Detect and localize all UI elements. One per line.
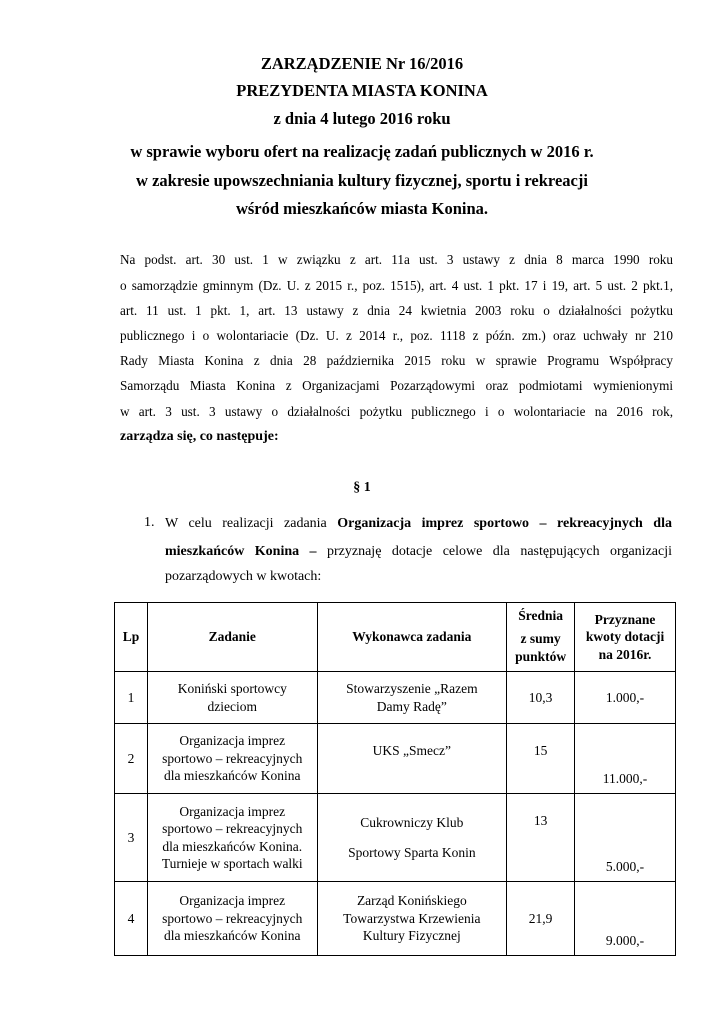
item-number: 1. [144, 515, 155, 530]
item-line-1 [165, 514, 672, 534]
cell-kwota: 1.000,- [575, 672, 676, 724]
cell-line: Towarzystwa Krzewienia [343, 910, 481, 926]
preamble-line: Samorządu Miasta Konina z Organizacjami Pozarządowymi oraz podmiotami wymienionymi [120, 378, 673, 393]
header-srednia-line: Średnia [518, 607, 563, 623]
table-row [115, 794, 676, 882]
header-srednia-line: z sumy punktów [515, 631, 567, 664]
cell-line: Organizacja imprez [179, 893, 286, 909]
cell-line: Cukrowniczy Klub [360, 815, 464, 830]
header-kwota-line: Przyznane [594, 611, 656, 627]
cell-line: sportowo – rekreacyjnych [162, 750, 303, 766]
cell-line: Koniński sportowcy [177, 681, 287, 696]
cell-zadanie [147, 882, 317, 956]
preamble-line: Na podst. art. 30 ust. 1 w związku z art. 11a ust. 3 ustawy z dnia 8 marca 1990 roku [120, 252, 673, 267]
cell-line: dla mieszkańców Konina [164, 928, 301, 944]
preamble-closing: zarządza się, co następuje: [120, 429, 279, 444]
item-line-2 [165, 542, 672, 562]
cell-line: Stowarzyszenie „Razem [346, 681, 478, 696]
cell-line: UKS „Smecz” [372, 743, 452, 758]
section-title: § 1 [353, 480, 371, 495]
cell-line: dla mieszkańców Konina. [162, 838, 303, 854]
table-header-row [115, 603, 676, 672]
cell-kwota: 5.000,- [575, 794, 676, 882]
cell-line: Kultury Fizycznej [362, 928, 461, 944]
item-line-3: pozarządowych w kwotach: [165, 569, 322, 584]
cell-line: Zarząd Konińskiego [356, 893, 467, 909]
header-zadanie: Zadanie [147, 603, 317, 672]
title-line-2: PREZYDENTA MIASTA KONINA [236, 81, 488, 100]
header-wykonawca: Wykonawca zadania [317, 603, 507, 672]
title-line-3: z dnia 4 lutego 2016 roku [273, 109, 451, 128]
item-line-1-prefix: W celu realizacji zadania [165, 516, 338, 531]
cell-zadanie [147, 672, 317, 724]
cell-wykonawca [317, 724, 507, 794]
cell-wykonawca [317, 882, 507, 956]
header-kwota-line: kwoty dotacji [585, 629, 665, 645]
title-line-1: ZARZĄDZENIE Nr 16/2016 [260, 54, 464, 73]
cell-line: sportowo – rekreacyjnych [162, 910, 303, 926]
preamble-line: publicznego i o wolontariacie (Dz. U. z 2014 r., poz. 1118 z późn. zm.) oraz uchwały nr 210 [120, 328, 673, 343]
cell-zadanie [147, 794, 317, 882]
preamble-line: o samorządzie gminnym (Dz. U. z 2015 r., poz. 1515), art. 4 ust. 1 pkt. 17 i 19, art. 5 ust. 2 pkt.1, [120, 278, 673, 293]
cell-wykonawca [317, 794, 507, 882]
cell-line: sportowo – rekreacyjnych [162, 821, 303, 836]
header-lp: Lp [115, 603, 148, 672]
preamble-line: w art. 3 ust. 3 ustawy o działalności pożytku publicznego i o wolontariacie na 2016 rok, [120, 404, 673, 419]
cell-srednia: 15 [507, 724, 575, 794]
preamble-line: art. 11 ust. 1 pkt. 1, art. 13 ustawy z dnia 24 kwietnia 2003 roku o działalności pożytku [120, 303, 673, 318]
cell-kwota: 9.000,- [575, 882, 676, 956]
cell-lp: 2 [115, 724, 148, 794]
header-srednia [507, 603, 575, 672]
header-kwota-line: na 2016r. [598, 646, 652, 662]
cell-line: Organizacja imprez [179, 733, 286, 749]
title-line-6: wśród mieszkańców miasta Konina. [235, 199, 489, 218]
preamble-line: Rady Miasta Konina z dnia 28 października 2015 roku w sprawie Programu Współpracy [120, 353, 673, 368]
cell-line: Damy Radę” [376, 698, 447, 714]
header-kwota [575, 603, 676, 672]
item-line-2-rest: przyznaję dotacje celowe dla następujących organizacji [316, 544, 672, 559]
cell-lp: 4 [115, 882, 148, 956]
cell-lp: 1 [115, 672, 148, 724]
cell-srednia: 21,9 [507, 882, 575, 956]
cell-line: dla mieszkańców Konina [164, 768, 301, 784]
table-row [115, 724, 676, 794]
table-row [115, 882, 676, 956]
task-name: Organizacja imprez sportowo – rekreacyjnych dla [337, 516, 672, 531]
cell-lp: 3 [115, 794, 148, 882]
cell-kwota: 11.000,- [575, 724, 676, 794]
cell-wykonawca [317, 672, 507, 724]
grants-table [114, 602, 676, 956]
title-line-5: w zakresie upowszechniania kultury fizycznej, sportu i rekreacji [136, 171, 588, 190]
cell-zadanie [147, 724, 317, 794]
task-name-cont: mieszkańców Konina – [165, 544, 317, 559]
cell-line: Turnieje w sportach walki [161, 856, 303, 871]
title-line-4: w sprawie wyboru ofert na realizację zadań publicznych w 2016 r. [130, 142, 594, 161]
cell-line: dzieciom [207, 698, 257, 714]
cell-line: Organizacja imprez [179, 803, 286, 819]
cell-line: Sportowy Sparta Konin [348, 844, 476, 860]
table-row [115, 672, 676, 724]
cell-srednia: 13 [507, 794, 575, 882]
cell-srednia: 10,3 [507, 672, 575, 724]
